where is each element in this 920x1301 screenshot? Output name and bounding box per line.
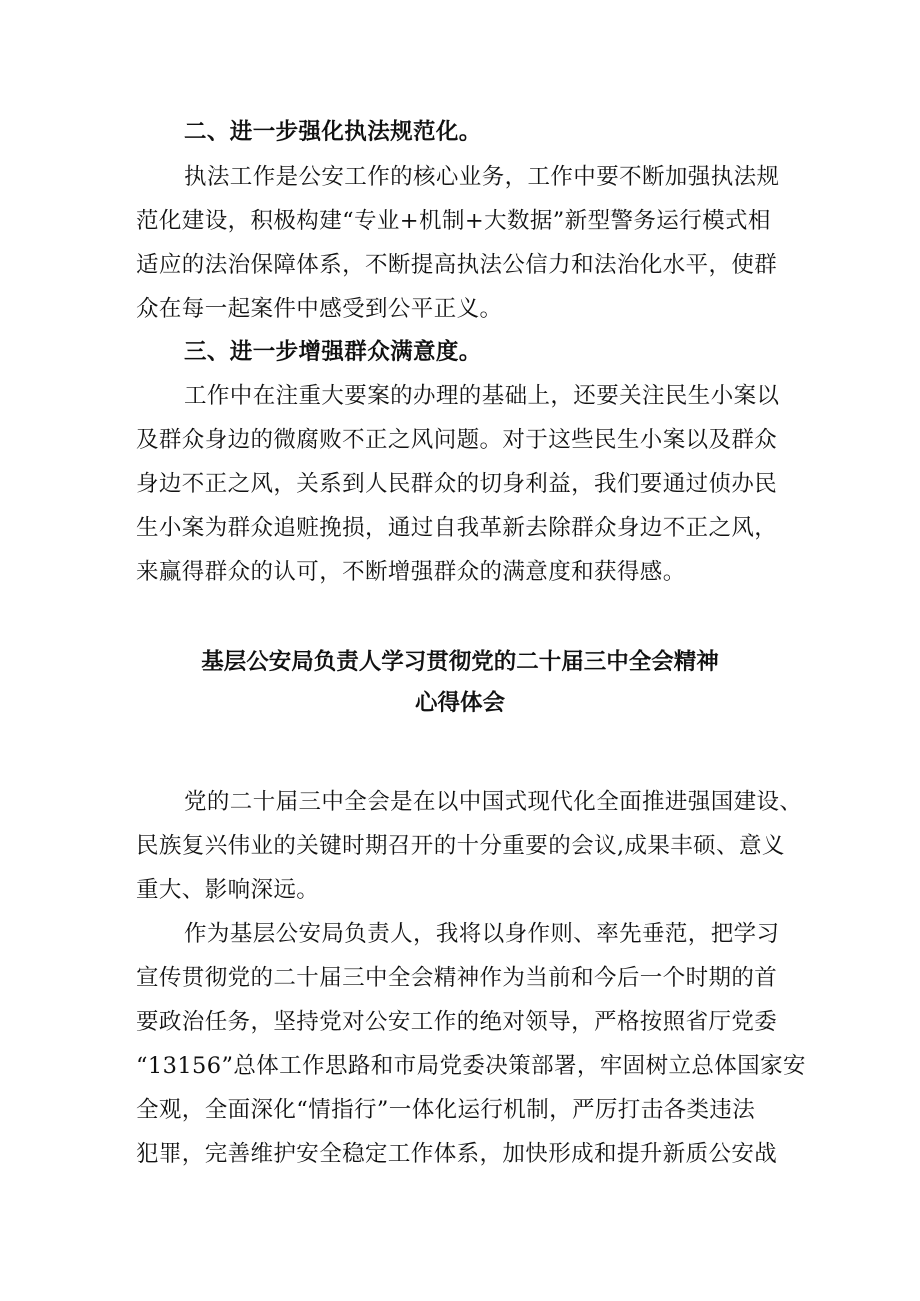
article-paragraph-line: “13156”总体工作思路和市局党委决策部署，牢固树立总体国家安 [136, 1053, 806, 1079]
section-three-line: 来赢得群众的认可，不断增强群众的满意度和获得感。 [136, 559, 686, 585]
article-paragraph-line: 要政治任务，坚持党对公安工作的绝对领导，严格按照省厅党委 [136, 1009, 778, 1035]
article-paragraph-line: 民族复兴伟业的关键时期召开的十分重要的会议,成果丰硕、意义 [136, 833, 785, 859]
section-three-line: 身边不正之风，关系到人民群众的切身利益，我们要通过侦办民 [136, 471, 778, 497]
section-three-line: 工作中在注重大要案的办理的基础上，还要关注民生小案以 [184, 383, 780, 409]
section-three-line: 生小案为群众追赃挽损，通过自我革新去除群众身边不正之风， [136, 515, 778, 541]
article-paragraph-line: 党的二十届三中全会是在以中国式现代化全面推进强国建设、 [184, 789, 803, 815]
article-title-line2: 心得体会 [414, 690, 505, 716]
article-paragraph-line: 重大、影响深远。 [136, 877, 320, 903]
section-three-line: 及群众身边的微腐败不正之风问题。对于这些民生小案以及群众 [136, 427, 778, 453]
section-three-heading: 三、进一步增强群众满意度。 [184, 339, 482, 365]
section-two-line: 适应的法治保障体系，不断提高执法公信力和法治化水平，使群 [136, 252, 778, 278]
section-two-heading: 二、进一步强化执法规范化。 [184, 119, 482, 145]
article-title-line1: 基层公安局负责人学习贯彻党的二十届三中全会精神 [201, 649, 719, 675]
section-two-line: 范化建设，积极构建“专业+机制+大数据”新型警务运行模式相 [136, 208, 771, 234]
article-paragraph-line: 作为基层公安局负责人，我将以身作则、率先垂范，把学习 [184, 921, 780, 947]
section-two-line: 众在每一起案件中感受到公平正义。 [136, 296, 503, 322]
article-paragraph-line: 宣传贯彻党的二十届三中全会精神作为当前和今后一个时期的首 [136, 965, 778, 991]
section-two-line: 执法工作是公安工作的核心业务，工作中要不断加强执法规 [184, 164, 780, 190]
article-paragraph-line: 全观，全面深化“情指行”一体化运行机制，严厉打击各类违法 [136, 1097, 756, 1123]
article-paragraph-line: 犯罪，完善维护安全稳定工作体系，加快形成和提升新质公安战 [136, 1141, 778, 1167]
